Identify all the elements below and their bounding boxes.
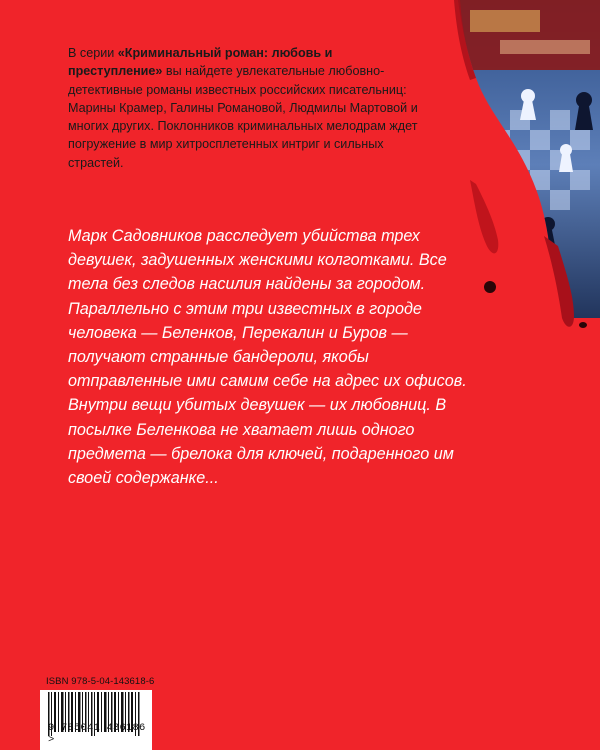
series-text: вы найдете увлекательные любовно-детективные романы известных российских писательниц: Марины Крамер, Галины Романовой, Людмилы Мартовой и многих других. Поклонников криминальных мелодрам ждет погружение в мир хитросплетенных интриг и сильных страстей.: [68, 64, 418, 170]
series-name: «Криминальный роман: любовь и преступление»: [68, 46, 333, 79]
barcode-digits: 9 785041 436186 >: [48, 722, 146, 746]
isbn-label: ISBN 978-5-04-143618-6: [46, 676, 155, 687]
barcode: [40, 690, 152, 750]
series-description: [68, 44, 423, 172]
book-annotation: Марк Садовников расследует убийства трех девушек, задушенных женскими колготками. Все тела без следов насилия найдены за городом. Параллельно с этим три известных в городе человека — Беленков, Перекалин и Буров — получают странные бандероли, якобы отправленные ими самим себе на адрес их офисов. Внутри вещи убитых девушек — их любовниц. В посылке Беленкова не хватает лишь одного предмета — брелока для ключей, подаренного им своей содержанке...: [68, 227, 467, 488]
series-intro: В серии: [68, 46, 118, 60]
